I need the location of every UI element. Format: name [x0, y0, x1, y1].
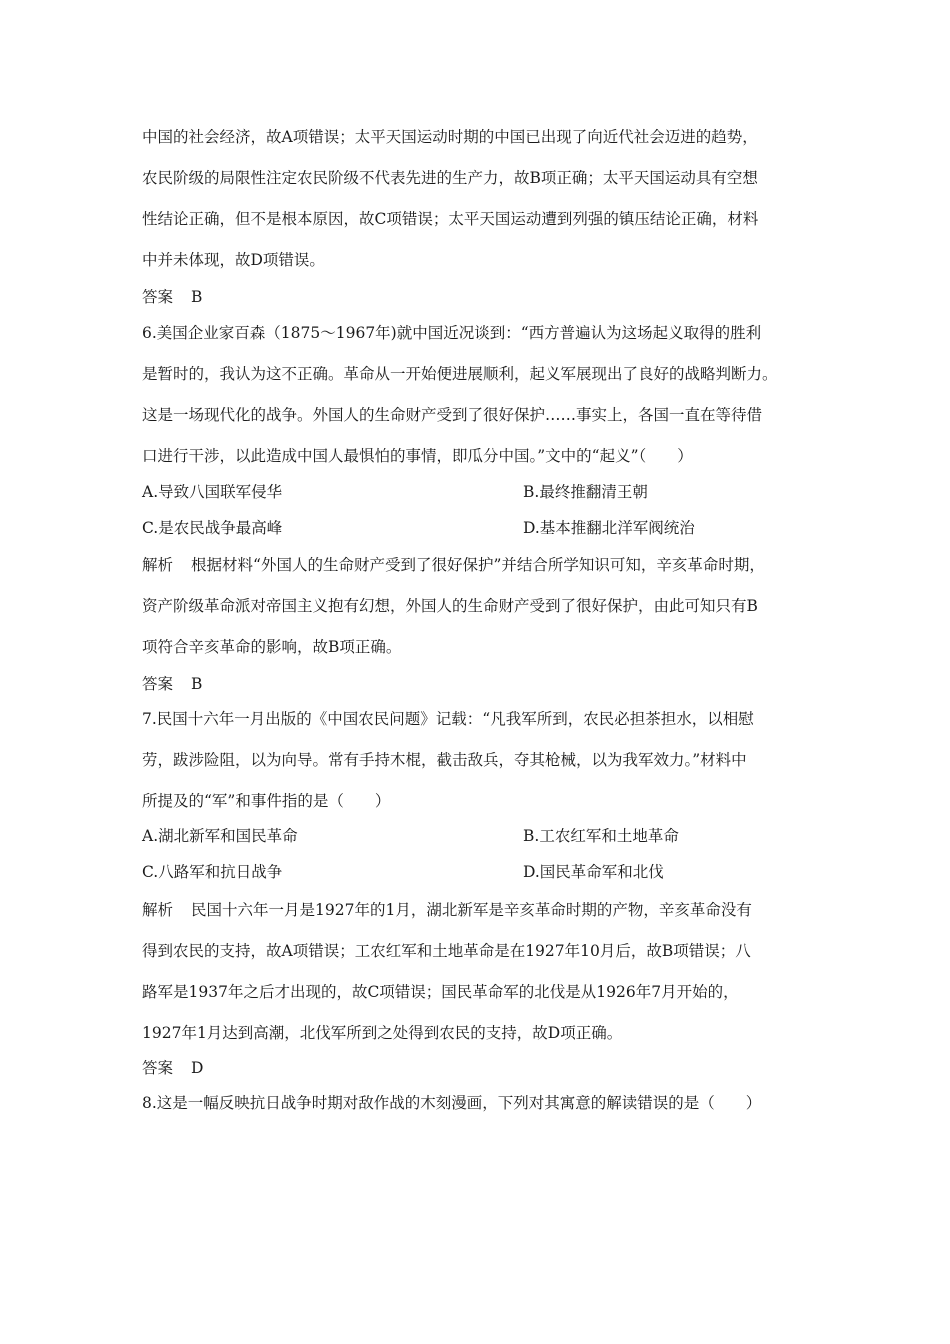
- q7-stem-line: 劳，跋涉险阻，以为向导。常有手持木棍，截击敌兵，夺其枪械，以为我军效力。”材料中: [142, 751, 747, 769]
- q6-stem-line: 口进行干涉，以此造成中国人最惧怕的事情，即瓜分中国。”文中的“起义”（ ）: [142, 447, 693, 465]
- analysis-label: 解析: [142, 901, 174, 919]
- q6-stem-line: 是暂时的，我认为这不正确。革命从一开始便进展顺利，起义军展现出了良好的战略判断力。: [142, 365, 778, 383]
- q6-analysis-line: 资产阶级革命派对帝国主义抱有幻想，外国人的生命财产受到了很好保护，由此可知只有B: [142, 597, 758, 615]
- q6-option-a: A.导致八国联军侵华: [142, 483, 283, 501]
- q5-analysis-line: 中国的社会经济，故A项错误；太平天国运动时期的中国已出现了向近代社会迈进的趋势，: [142, 128, 758, 146]
- q7-analysis-line: 1927年1月达到高潮，北伐军所到之处得到农民的支持，故D项正确。: [142, 1024, 623, 1042]
- q6-analysis-line: 项符合辛亥革命的影响，故B项正确。: [142, 638, 402, 656]
- q6-answer: [142, 674, 822, 694]
- q7-option-c: C.八路军和抗日战争: [142, 863, 283, 881]
- q6-option-d: D.基本推翻北洋军阀统治: [523, 519, 695, 537]
- analysis-text: 根据材料“外国人的生命财产受到了很好保护”并结合所学知识可知，辛亥革命时期，: [191, 556, 765, 574]
- q7-analysis-line: [142, 900, 822, 920]
- q7-analysis-line: 得到农民的支持，故A项错误；工农红军和土地革命是在1927年10月后，故B项错误；八: [142, 942, 751, 960]
- q5-analysis-line: 中并未体现，故D项错误。: [142, 251, 325, 269]
- q7-option-d: D.国民革命军和北伐: [523, 863, 664, 881]
- answer-label: 答案: [142, 288, 174, 306]
- q8-stem-line: 8.这是一幅反映抗日战争时期对敌作战的木刻漫画，下列对其寓意的解读错误的是（ ）: [142, 1094, 762, 1112]
- analysis-text: 民国十六年一月是1927年的1月，湖北新军是辛亥革命时期的产物，辛亥革命没有: [191, 901, 752, 919]
- answer-value: D: [191, 1059, 204, 1077]
- answer-value: B: [191, 675, 203, 693]
- q7-stem-line: 7.民国十六年一月出版的《中国农民问题》记载：“凡我军所到，农民必担茶担水，以相慰: [142, 710, 754, 728]
- answer-value: B: [191, 288, 203, 306]
- q6-analysis-line: [142, 555, 822, 575]
- q7-answer: [142, 1058, 822, 1078]
- analysis-label: 解析: [142, 556, 174, 574]
- answer-label: 答案: [142, 1059, 174, 1077]
- q6-option-b: B.最终推翻清王朝: [523, 483, 648, 501]
- q5-analysis-line: 性结论正确，但不是根本原因，故C项错误；太平天国运动遭到列强的镇压结论正确，材料: [142, 210, 759, 228]
- q7-analysis-line: 路军是1937年之后才出现的，故C项错误；国民革命军的北伐是从1926年7月开始的，: [142, 983, 739, 1001]
- q6-option-c: C.是农民战争最高峰: [142, 519, 283, 537]
- q7-stem-line: 所提及的“军”和事件指的是（ ）: [142, 792, 391, 810]
- q6-stem-line: 6.美国企业家百森（1875～1967年)就中国近况谈到：“西方普遍认为这场起义取得的胜利: [142, 324, 762, 342]
- q5-answer: [142, 287, 822, 307]
- q7-option-b: B.工农红军和土地革命: [523, 827, 679, 845]
- q6-stem-line: 这是一场现代化的战争。外国人的生命财产受到了很好保护……事实上，各国一直在等待借: [142, 406, 763, 424]
- answer-label: 答案: [142, 675, 174, 693]
- q7-option-a: A.湖北新军和国民革命: [142, 827, 298, 845]
- q5-analysis-line: 农民阶级的局限性注定农民阶级不代表先进的生产力，故B项正确；太平天国运动具有空想: [142, 169, 758, 187]
